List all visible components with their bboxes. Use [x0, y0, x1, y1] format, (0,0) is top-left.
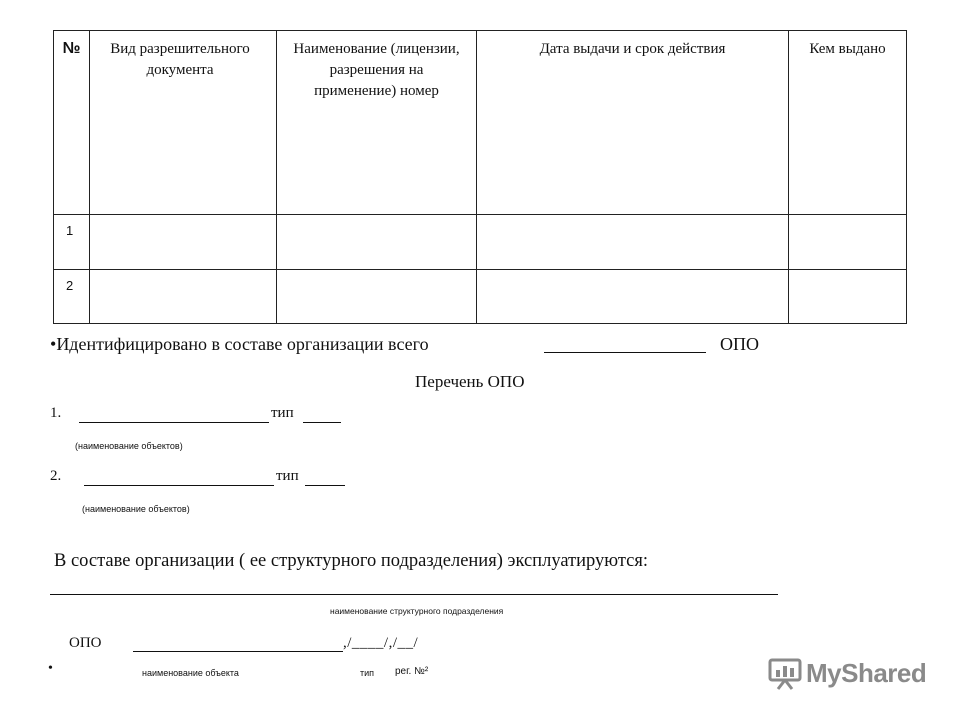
- type-caption: тип: [360, 668, 375, 678]
- table-cell: [90, 215, 277, 270]
- list-item-number: 2.: [50, 468, 62, 484]
- object-name-blank: [84, 485, 274, 486]
- header-name-number: [277, 31, 477, 215]
- type-blank: [305, 485, 345, 486]
- header-issued-by-label: Кем выдано: [809, 41, 886, 57]
- identified-statement: [50, 334, 429, 355]
- object-name-blank: [79, 422, 269, 423]
- header-name-number-label: Наименование (лицензии, разрешения на применение) номер: [293, 41, 460, 99]
- table-header-row: [54, 31, 907, 215]
- reg-number-caption: рег. №²: [395, 666, 429, 677]
- opo-name-blank: [133, 651, 343, 652]
- object-name-caption: наименование объекта: [142, 668, 239, 678]
- identified-count-blank: [544, 352, 706, 353]
- subdivision-caption: наименование структурного подразделения: [330, 606, 504, 616]
- bullet: •: [48, 661, 53, 676]
- object-name-caption: (наименование объектов): [75, 441, 183, 451]
- myshared-logo: [768, 656, 926, 690]
- row-number: 2: [66, 278, 74, 293]
- header-number: [54, 31, 90, 215]
- operated-statement: В составе организации ( ее структурного подразделения) эксплуатируются:: [54, 551, 649, 571]
- list-title: Перечень ОПО: [415, 372, 525, 391]
- table-row: [54, 215, 907, 270]
- table-cell: [277, 270, 477, 324]
- table-cell: [789, 270, 907, 324]
- row-number: 1: [66, 223, 74, 238]
- permits-table: [53, 30, 907, 324]
- row-number-cell: [54, 215, 90, 270]
- identified-unit: ОПО: [720, 334, 759, 354]
- identified-text: Идентифицировано в составе организации всего: [56, 334, 429, 354]
- row-number-cell: [54, 270, 90, 324]
- header-issue-date: [477, 31, 789, 215]
- object-name-caption: (наименование объектов): [82, 504, 190, 514]
- table-row: [54, 270, 907, 324]
- type-label: тип: [276, 468, 299, 484]
- bullet: •: [50, 334, 57, 354]
- type-label: тип: [271, 405, 294, 421]
- presentation-board-icon: [768, 656, 802, 690]
- opo-label: ОПО: [69, 635, 102, 651]
- table-cell: [277, 215, 477, 270]
- header-issued-by: [789, 31, 907, 215]
- subdivision-blank: [50, 594, 778, 595]
- type-blank: [303, 422, 341, 423]
- table-cell: [90, 270, 277, 324]
- header-doc-type-label: Вид разрешительного документа: [110, 41, 250, 78]
- list-item-number: 1.: [50, 405, 62, 421]
- table-cell: [789, 215, 907, 270]
- opo-separators: ,/____/,/__/: [343, 635, 419, 651]
- table-cell: [477, 215, 789, 270]
- table-cell: [477, 270, 789, 324]
- myshared-logo-text: MyShared: [806, 657, 927, 688]
- header-issue-date-label: Дата выдачи и срок действия: [539, 41, 726, 57]
- header-doc-type: [90, 31, 277, 215]
- header-number-label: №: [62, 40, 81, 57]
